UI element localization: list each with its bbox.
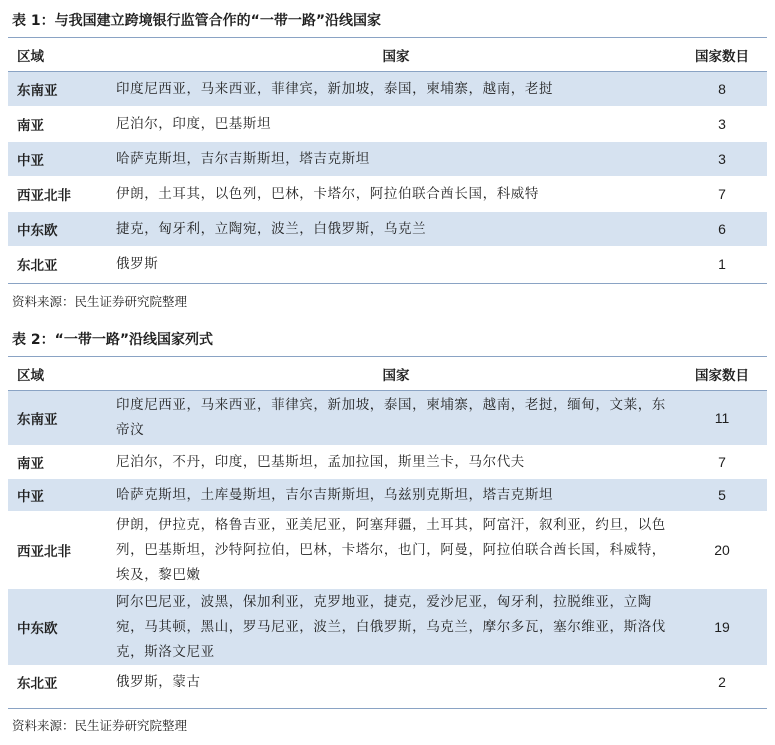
- region-cell: 南亚: [8, 446, 115, 479]
- region-cell: 西亚北非: [8, 177, 115, 212]
- region-cell: 南亚: [8, 107, 115, 142]
- table2-bottom-rule: [8, 708, 767, 709]
- countries-cell: 伊朗，伊拉克，格鲁吉亚，亚美尼亚，阿塞拜疆，土耳其，阿富汗，叙利亚，约旦，以色列，巴基斯坦，沙特阿拉伯，巴林，卡塔尔，也门，阿曼，阿拉伯联合酋长国，科威特，埃及，黎巴嫩: [115, 512, 677, 589]
- countries-cell: 哈萨克斯坦，土库曼斯坦，吉尔吉斯斯坦，乌兹别克斯坦，塔吉克斯坦: [115, 479, 677, 512]
- count-cell: 3: [677, 142, 767, 177]
- countries-cell: 印度尼西亚，马来西亚，菲律宾，新加坡，泰国，柬埔寨，越南，老挝: [115, 72, 677, 107]
- count-cell: 1: [677, 247, 767, 282]
- table1-header-row: [8, 38, 767, 72]
- table1-bottom-rule: [8, 283, 767, 284]
- table1-source: 资料来源：民生证券研究院整理: [12, 294, 188, 309]
- table1-header-count: 国家数目: [677, 38, 767, 72]
- countries-cell: 尼泊尔，不丹，印度，巴基斯坦，孟加拉国，斯里兰卡，马尔代夫: [115, 446, 677, 479]
- count-cell: 20: [677, 512, 767, 589]
- region-cell: 东南亚: [8, 391, 115, 446]
- countries-cell: 俄罗斯，蒙古: [115, 666, 677, 699]
- countries-cell: 俄罗斯: [115, 247, 677, 282]
- table-row: [8, 142, 767, 177]
- count-cell: 8: [677, 72, 767, 107]
- region-cell: 东北亚: [8, 666, 115, 699]
- count-cell: 6: [677, 212, 767, 247]
- count-cell: 7: [677, 446, 767, 479]
- table1-header-region: 区域: [8, 38, 115, 72]
- table-row: [8, 666, 767, 699]
- region-cell: 中亚: [8, 479, 115, 512]
- countries-cell: 印度尼西亚，马来西亚，菲律宾，新加坡，泰国，柬埔寨，越南，老挝，缅甸，文莱，东帝汶: [115, 391, 677, 446]
- count-cell: 5: [677, 479, 767, 512]
- count-cell: 19: [677, 589, 767, 666]
- table-row: [8, 247, 767, 282]
- table-row: [8, 512, 767, 589]
- countries-cell: 捷克，匈牙利，立陶宛，波兰，白俄罗斯，乌克兰: [115, 212, 677, 247]
- count-cell: 2: [677, 666, 767, 699]
- count-cell: 3: [677, 107, 767, 142]
- countries-cell: 阿尔巴尼亚，波黑，保加利亚，克罗地亚，捷克，爱沙尼亚，匈牙利，拉脱维亚，立陶宛，马其顿，黑山，罗马尼亚，波兰，白俄罗斯，乌克兰，摩尔多瓦，塞尔维亚，斯洛伐克，斯洛文尼亚: [115, 589, 677, 666]
- table2-header-region: 区域: [8, 357, 115, 391]
- table-row: [8, 212, 767, 247]
- region-cell: 西亚北非: [8, 512, 115, 589]
- region-cell: 中亚: [8, 142, 115, 177]
- table2-header-countries: 国家: [115, 357, 677, 391]
- countries-cell: 尼泊尔，印度，巴基斯坦: [115, 107, 677, 142]
- table-row: [8, 589, 767, 666]
- table1: [8, 38, 767, 282]
- count-cell: 11: [677, 391, 767, 446]
- table-row: [8, 177, 767, 212]
- table2-header-row: [8, 357, 767, 391]
- table2: [8, 357, 767, 699]
- region-cell: 中东欧: [8, 589, 115, 666]
- countries-cell: 伊朗，土耳其，以色列，巴林，卡塔尔，阿拉伯联合酋长国，科威特: [115, 177, 677, 212]
- table-row: [8, 107, 767, 142]
- table-row: [8, 479, 767, 512]
- count-cell: 7: [677, 177, 767, 212]
- table2-title: 表 2：“一带一路”沿线国家列式: [12, 332, 214, 348]
- table-row: [8, 391, 767, 446]
- table2-source: 资料来源：民生证券研究院整理: [12, 718, 188, 733]
- countries-cell: 哈萨克斯坦，吉尔吉斯斯坦，塔吉克斯坦: [115, 142, 677, 177]
- table1-header-countries: 国家: [115, 38, 677, 72]
- region-cell: 中东欧: [8, 212, 115, 247]
- table-row: [8, 72, 767, 107]
- region-cell: 东南亚: [8, 72, 115, 107]
- region-cell: 东北亚: [8, 247, 115, 282]
- table-row: [8, 446, 767, 479]
- table2-header-count: 国家数目: [677, 357, 767, 391]
- table1-title: 表 1：与我国建立跨境银行监管合作的“一带一路”沿线国家: [12, 13, 382, 29]
